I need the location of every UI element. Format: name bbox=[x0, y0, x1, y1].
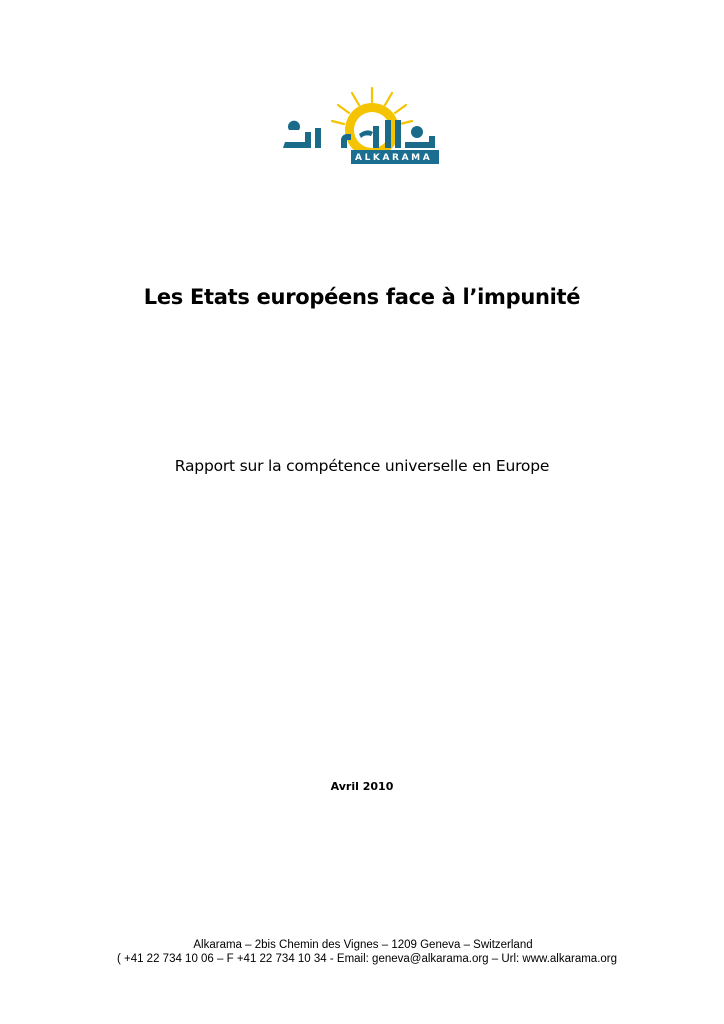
document-subtitle: Rapport sur la compétence universelle en Europe bbox=[174, 457, 550, 475]
alkarama-logo bbox=[281, 84, 441, 166]
footer-contact: ( +41 22 734 10 06 – F +41 22 734 10 34 - Email: geneva@alkarama.org – Url: www.alkarama.org bbox=[116, 953, 618, 965]
logo-wordmark: ALKARAMA bbox=[355, 153, 433, 163]
footer-address: Alkarama – 2bis Chemin des Vignes – 1209 Geneva – Switzerland bbox=[193, 939, 533, 951]
document-date: Avril 2010 bbox=[330, 780, 394, 793]
document-title: Les Etats européens face à l’impunité bbox=[143, 285, 581, 309]
